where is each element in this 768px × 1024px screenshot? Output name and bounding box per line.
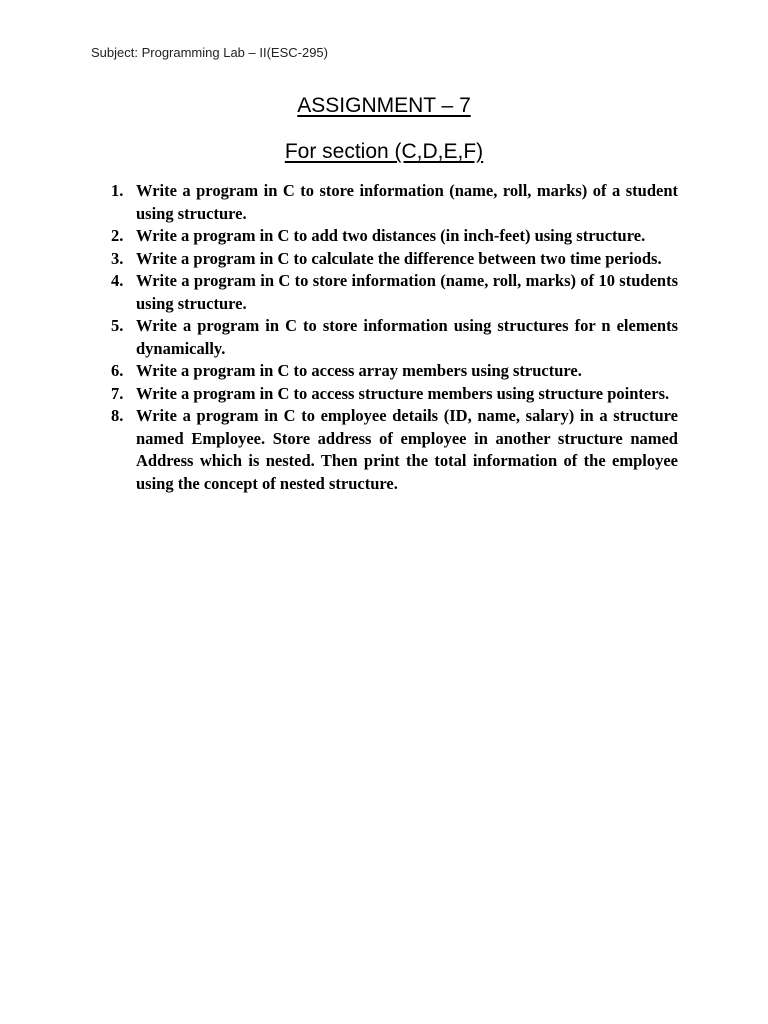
task-list <box>108 180 678 495</box>
task-item <box>108 225 678 248</box>
task-item <box>108 405 678 495</box>
task-number: 3. <box>111 248 124 268</box>
task-item <box>108 315 678 360</box>
task-item <box>108 270 678 315</box>
task-text: Write a program in C to store information (name, roll, marks) of 10 students using structure. <box>136 271 678 313</box>
task-number: 6. <box>111 361 124 380</box>
section-subtitle: For section (C,D,E,F) <box>284 140 484 163</box>
assignment-title: ASSIGNMENT – 7 <box>297 94 471 117</box>
task-number: 7. <box>111 383 124 403</box>
task-text: Write a program in C to access array members using structure. <box>136 361 582 380</box>
task-number: 1. <box>111 181 124 200</box>
task-item <box>108 360 678 383</box>
task-text: Write a program in C to employee details (ID, name, salary) in a structure named Employee. Store address of employee in another structure named Address which is nested. Then print the total information of the employee using the concept of nested structure. <box>136 406 678 493</box>
task-text: Write a program in C to calculate the difference between two time periods. <box>136 248 662 268</box>
task-number: 2. <box>111 226 124 245</box>
task-text: Write a program in C to access structure members using structure pointers. <box>136 383 670 403</box>
task-item <box>108 383 678 406</box>
task-item <box>108 248 678 271</box>
task-number: 5. <box>111 316 124 335</box>
task-text: Write a program in C to store information (name, roll, marks) of a student using structure. <box>136 181 678 223</box>
subject-header: Subject: Programming Lab – II(ESC-295) <box>91 45 328 60</box>
task-item <box>108 180 678 225</box>
task-text: Write a program in C to store information using structures for n elements dynamically. <box>136 316 678 358</box>
task-text: Write a program in C to add two distances (in inch-feet) using structure. <box>136 226 646 245</box>
task-number: 8. <box>111 406 124 425</box>
task-number: 4. <box>111 271 124 290</box>
